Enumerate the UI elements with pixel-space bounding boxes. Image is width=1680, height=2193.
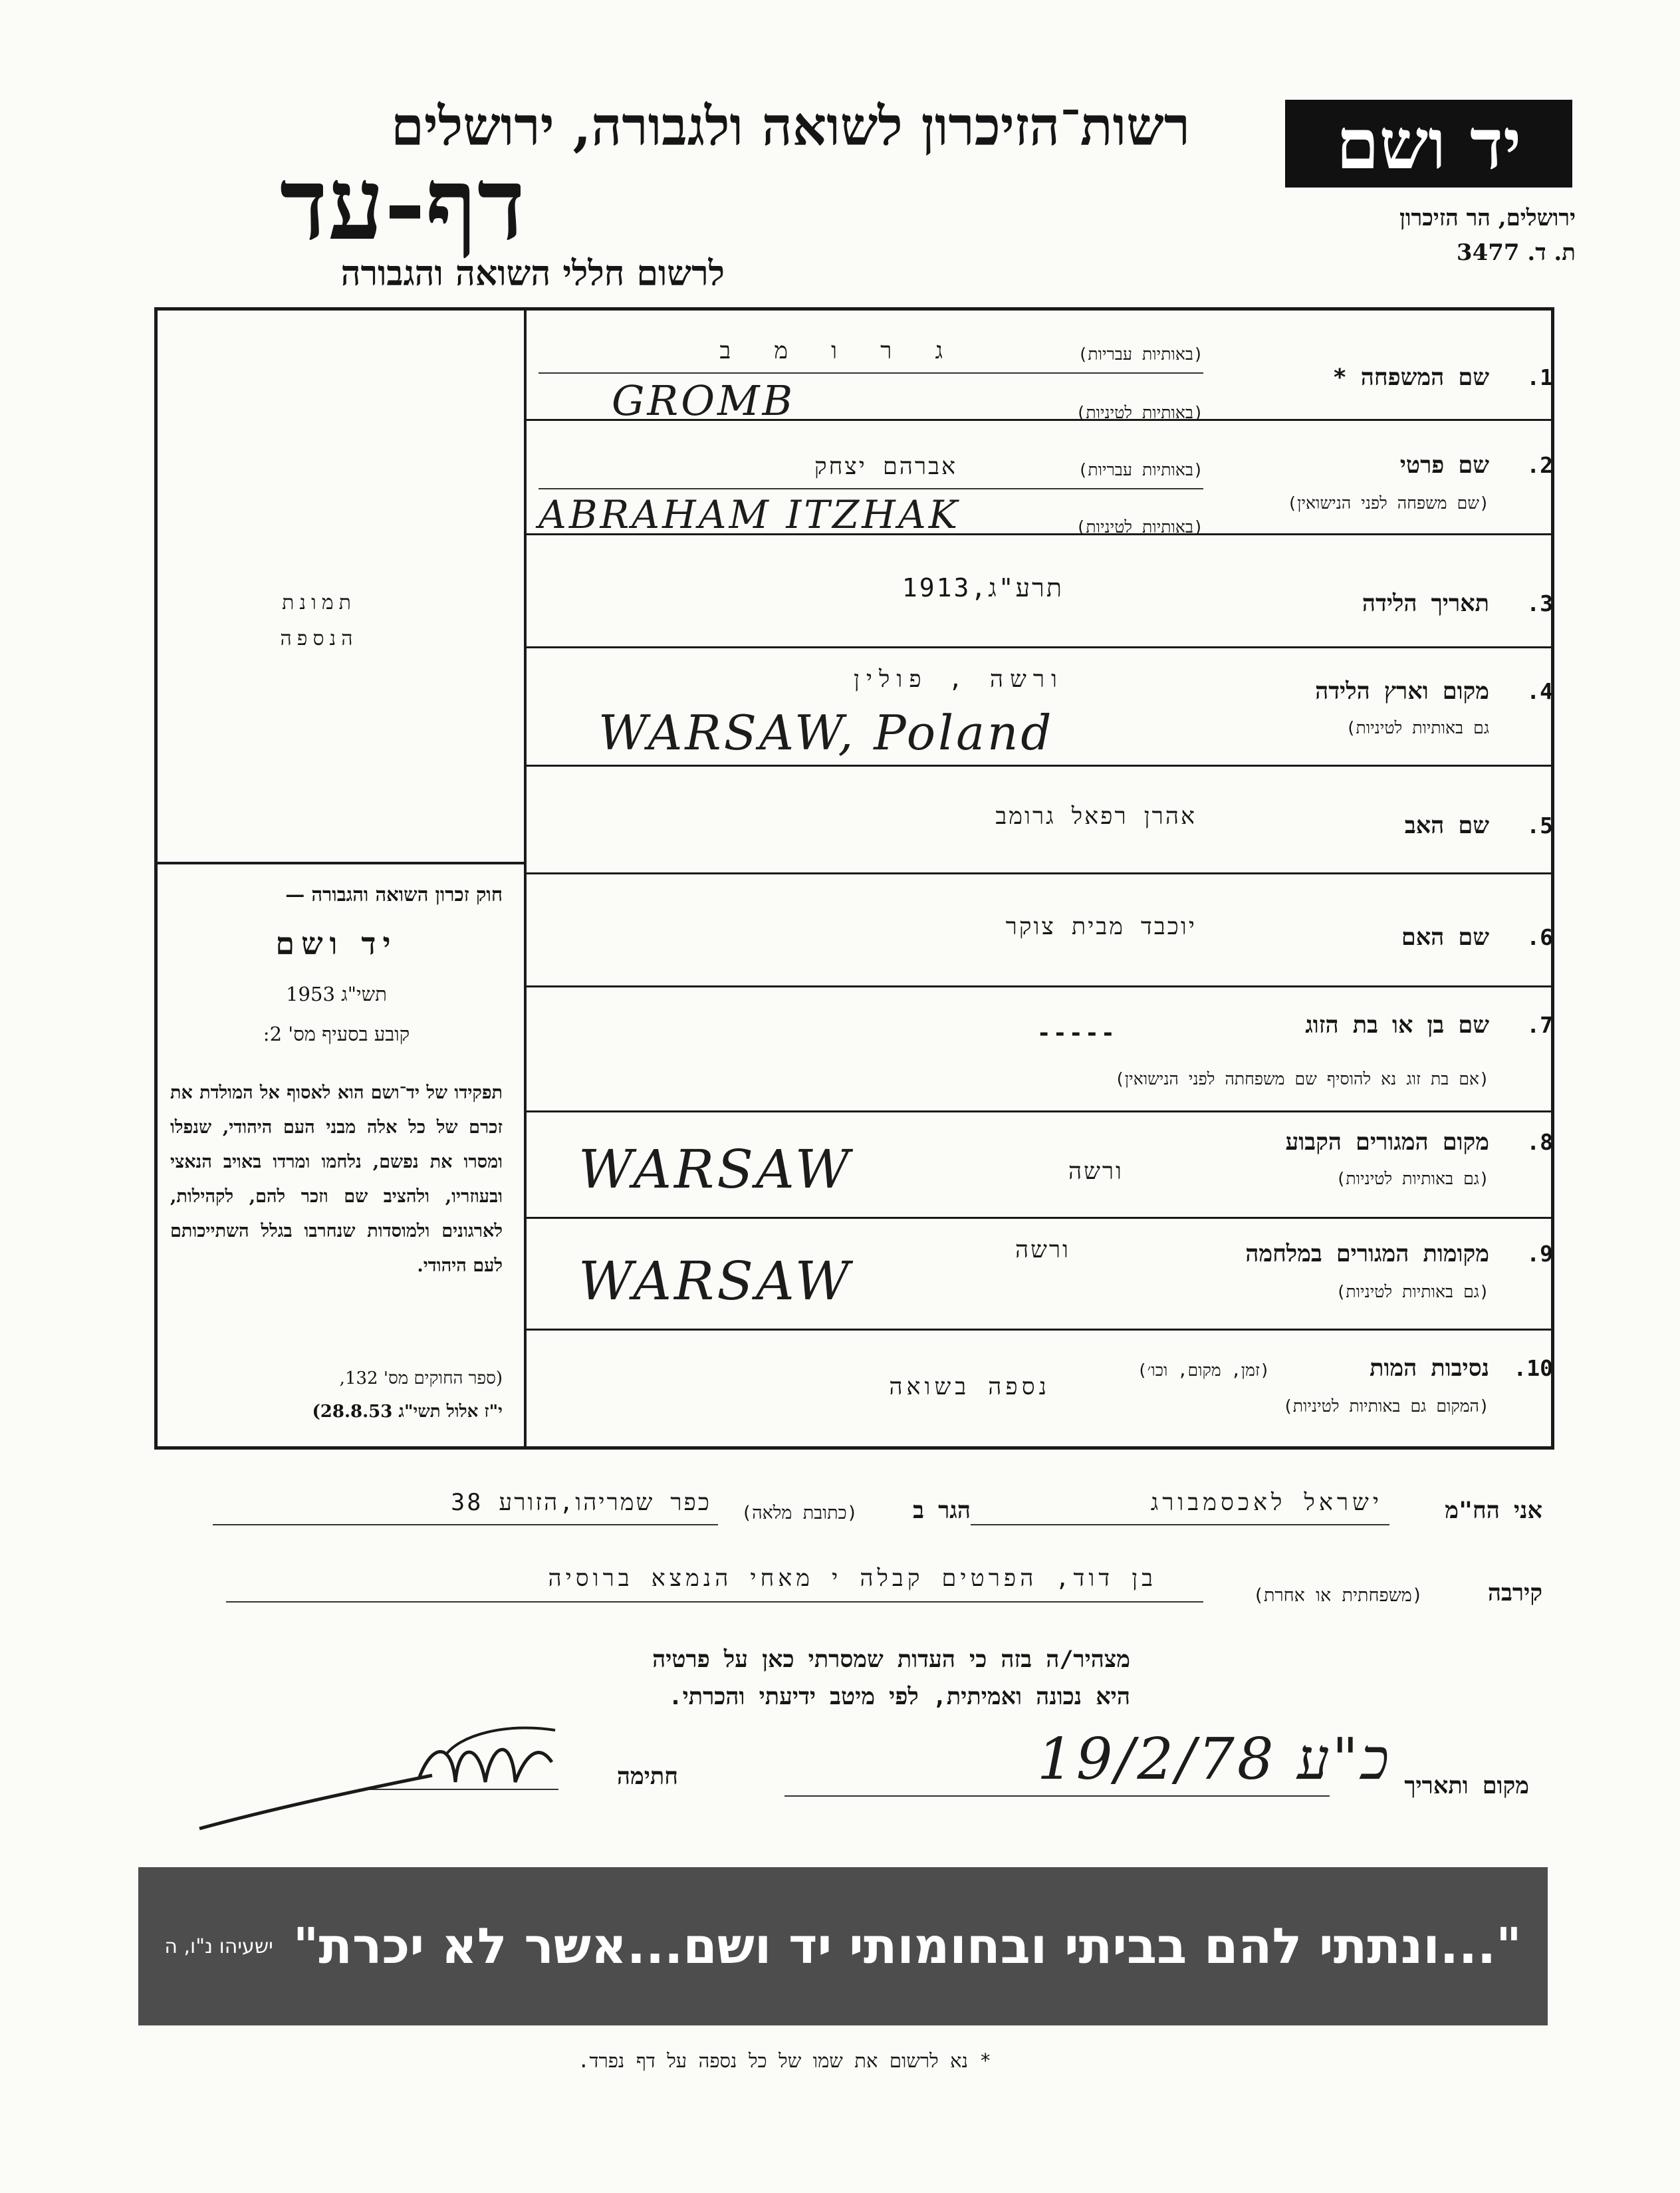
field-8-sub: (גם באותיות לטיניות): [1336, 1169, 1489, 1188]
field-1-latin-label: (באותיות לטיניות): [1076, 403, 1203, 422]
place-date-value[interactable]: 19/2/78 כ"ע: [1037, 1726, 1392, 1793]
field-7-label: שם בן או בת הזוג: [1305, 1012, 1489, 1039]
field-4-label: מקום וארץ הלידה: [1315, 678, 1489, 705]
signature-label: חתימה: [616, 1763, 678, 1790]
resides-label: הגר ב: [913, 1497, 971, 1524]
field-7-sub: (אם בת זוג נא להוסיף שם משפחתה לפני הנישואין): [1114, 1069, 1489, 1089]
footnote: * נא לרשום את שמו של כל נספה על דף נפרד.: [578, 2049, 991, 2072]
law-heading: חוק זכרון השואה והגבורה —: [285, 883, 503, 906]
field-7-number: 7.: [1526, 1012, 1553, 1038]
field-6-label: שם האם: [1401, 924, 1489, 951]
field-10-label-note: (זמן, מקום, וכו׳): [1137, 1360, 1270, 1380]
law-clause: קובע בסעיף מס' 2:: [263, 1023, 410, 1045]
field-10-label: נסיבות המות: [1370, 1355, 1489, 1382]
declaration-statement-line2: היא נכונה ואמיתית, לפי מיטב ידיעתי והכרתי.: [668, 1684, 1130, 1710]
field-1-latin-value[interactable]: GROMB: [612, 376, 796, 425]
field-8-latin-value[interactable]: WARSAW: [578, 1138, 852, 1200]
field-1-label: שם המשפחה *: [1332, 364, 1489, 391]
page-subtitle: לרשום חללי השואה והגבורה: [340, 253, 725, 294]
logo-location: ירושלים, הר הזיכרון: [1399, 205, 1576, 231]
field-2-hebrew-label: (באותיות עבריות): [1078, 460, 1203, 479]
field-7-value[interactable]: -----: [1036, 1020, 1117, 1047]
law-paragraph: תפקידו של יד־ושם הוא לאסוף אל המולדת את זכרם של כל אלה מבני העם היהודי, שנפלו ומסרו את נפשם, נלחמו ומרדו באויב הנאצי ובעוזריו, ולהציב שם וזכר להם, לקהילות, לארגונים ולמוסדות שנחרבו בגלל השתייכותם לעם היהודי.: [170, 1083, 503, 1276]
verse-reference: ישעיהו נ"ו, ה: [164, 1934, 273, 1958]
field-10-value[interactable]: נספה בשואה: [889, 1374, 1050, 1400]
declarant-label: אני הח"מ: [1445, 1497, 1542, 1524]
field-5-label: שם האב: [1404, 813, 1489, 839]
field-4-number: 4.: [1526, 678, 1553, 704]
declaration-statement-line1: מצהיר/ה בזה כי העדות שמסרתי כאן על פרטיה: [652, 1646, 1130, 1673]
field-9-number: 9.: [1526, 1241, 1553, 1267]
photo-label-line2: הנספה: [280, 627, 358, 650]
field-1-hebrew-value[interactable]: ג ר ו מ ב: [719, 338, 957, 364]
field-4-value[interactable]: ורשה , פולין: [853, 666, 1064, 693]
field-9-sub: (גם באותיות לטיניות): [1336, 1282, 1489, 1301]
field-6-value[interactable]: יוכבד מבית צוקר: [1005, 914, 1197, 940]
yad-vashem-logo: יד ושם: [1285, 100, 1572, 188]
field-2-sub: (שם משפחה לפני הנישואין): [1287, 493, 1489, 513]
field-2-latin-value[interactable]: ABRAHAM ITZHAK: [539, 492, 961, 537]
place-date-label: מקום ותאריך: [1404, 1773, 1529, 1799]
kinship-note: (משפחתית או אחרת): [1253, 1585, 1423, 1606]
field-6-number: 6.: [1526, 924, 1553, 950]
kinship-value[interactable]: בן דוד, הפרטים קבלה י מאחי הנמצא ברוסיה: [548, 1565, 1157, 1592]
declarant-address[interactable]: כפר שמריהו,הזורע 38: [451, 1489, 711, 1516]
verse-banner: [138, 1867, 1548, 2025]
verse-text: "...ונתתי להם בביתי ובחומותי יד ושם...אשר לא יכרת": [293, 1918, 1522, 1975]
field-8-value[interactable]: ורשה: [1068, 1158, 1124, 1185]
photo-label-line1: תמונת: [282, 591, 356, 614]
law-source-line2: י"ז אלול תשי"ג 28.8.53): [312, 1402, 503, 1422]
field-9-label: מקומות המגורים במלחמה: [1245, 1241, 1489, 1267]
kinship-label: קירבה: [1487, 1580, 1542, 1607]
field-3-value[interactable]: תרע"ג,1913: [901, 573, 1064, 602]
logo-pobox: ת. ד. 3477: [1456, 239, 1576, 266]
field-4-latin-value[interactable]: WARSAW, Poland: [598, 705, 1054, 761]
field-9-value[interactable]: ורשה: [1015, 1237, 1070, 1263]
field-3-number: 3.: [1526, 590, 1553, 616]
authority-title: רשות־הזיכרון לשואה ולגבורה, ירושלים: [390, 95, 1190, 158]
field-2-hebrew-value[interactable]: אברהם יצחק: [814, 453, 957, 480]
field-1-number: 1.: [1526, 364, 1553, 390]
law-source-line1: (ספר החוקים מס' 132,: [339, 1368, 503, 1388]
field-8-label: מקום המגורים הקבוע: [1285, 1129, 1489, 1156]
field-2-latin-label: (באותיות לטיניות): [1076, 517, 1203, 537]
address-label: (כתובת מלאה): [741, 1503, 858, 1523]
field-9-latin-value[interactable]: WARSAW: [578, 1250, 852, 1312]
field-8-number: 8.: [1526, 1129, 1553, 1155]
field-3-label: תאריך הלידה: [1362, 590, 1489, 617]
field-10-number: 10.: [1513, 1355, 1553, 1381]
declarant-name[interactable]: ישראל לאכסמבורג: [1150, 1489, 1383, 1516]
law-year: תשי"ג 1953: [286, 983, 387, 1005]
field-10-sub: (המקום גם באותיות לטיניות): [1282, 1396, 1489, 1416]
field-5-value[interactable]: אהרן רפאל גרומב: [995, 803, 1197, 830]
field-2-label: שם פרטי: [1399, 452, 1489, 479]
law-name: יד ושם: [275, 926, 398, 962]
field-2-number: 2.: [1526, 452, 1553, 478]
field-5-number: 5.: [1526, 813, 1553, 838]
photo-placeholder: [199, 585, 439, 657]
field-1-hebrew-label: (באותיות עבריות): [1078, 344, 1203, 364]
page-title: דף-עד: [279, 146, 525, 263]
signature: [193, 1716, 565, 1842]
field-4-sub: גם באותיות לטיניות): [1346, 718, 1489, 737]
